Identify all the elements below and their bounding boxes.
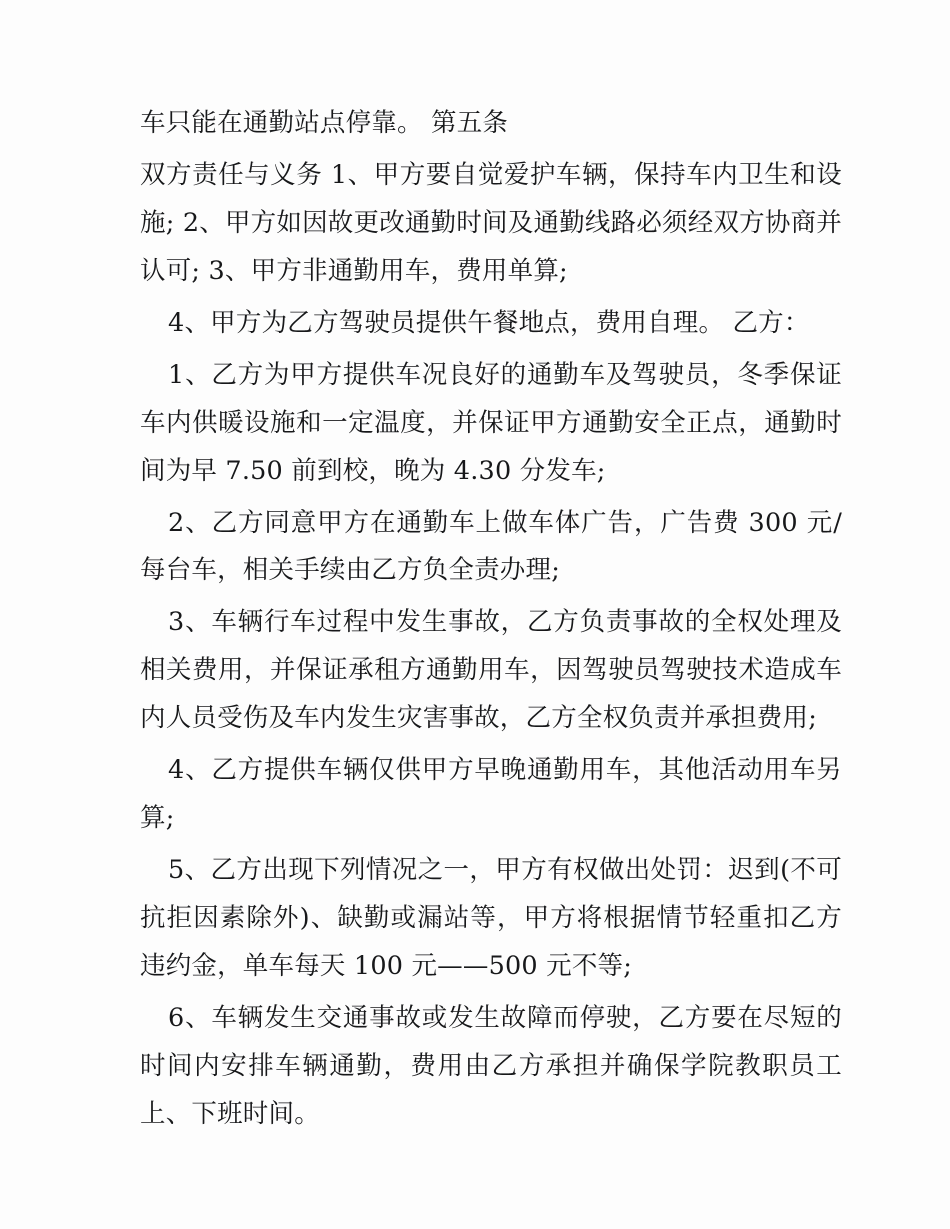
paragraph: 4、甲方为乙方驾驶员提供午餐地点，费用自理。 乙方：: [168, 307, 810, 338]
paragraph: 双方责任与义务 1、甲方要自觉爱护车辆，保持车内卫生和设施; 2、甲方如因故更改通勤时间及通勤线路必须经双方协商并认可; 3、甲方非通勤用车，费用单算;: [140, 159, 842, 286]
paragraph: 5、乙方出现下列情况之一，甲方有权做出处罚：迟到(不可抗拒因素除外)、缺勤或漏站等，甲方将根据情节轻重扣乙方违约金，单车每天 100 元——500 元不等;: [140, 855, 842, 981]
paragraph: 4、乙方提供车辆仅供甲方早晚通勤用车，其他活动用车另算;: [140, 755, 842, 834]
paragraph: 6、车辆发生交通事故或发生故障而停驶，乙方要在尽短的时间内安排车辆通勤，费用由乙方承担并确保学院教职员工上、下班时间。: [140, 1002, 842, 1129]
paragraph: 1、乙方为甲方提供车况良好的通勤车及驾驶员，冬季保证车内供暖设施和一定温度，并保证甲方通勤安全正点，通勤时间为早 7.50 前到校，晚为 4.30 分发车;: [140, 359, 842, 486]
document-body: [140, 100, 842, 1139]
paragraph: 2、乙方同意甲方在通勤车上做车体广告，广告费 300 元/每台车，相关手续由乙方负全责办理;: [140, 507, 842, 586]
paragraph: 3、车辆行车过程中发生事故，乙方负责事故的全权处理及相关费用，并保证承租方通勤用车，因驾驶员驾驶技术造成车内人员受伤及车内发生灾害事故，乙方全权负责并承担费用;: [140, 607, 842, 734]
paragraph: 车只能在通勤站点停靠。 第五条: [140, 108, 509, 138]
